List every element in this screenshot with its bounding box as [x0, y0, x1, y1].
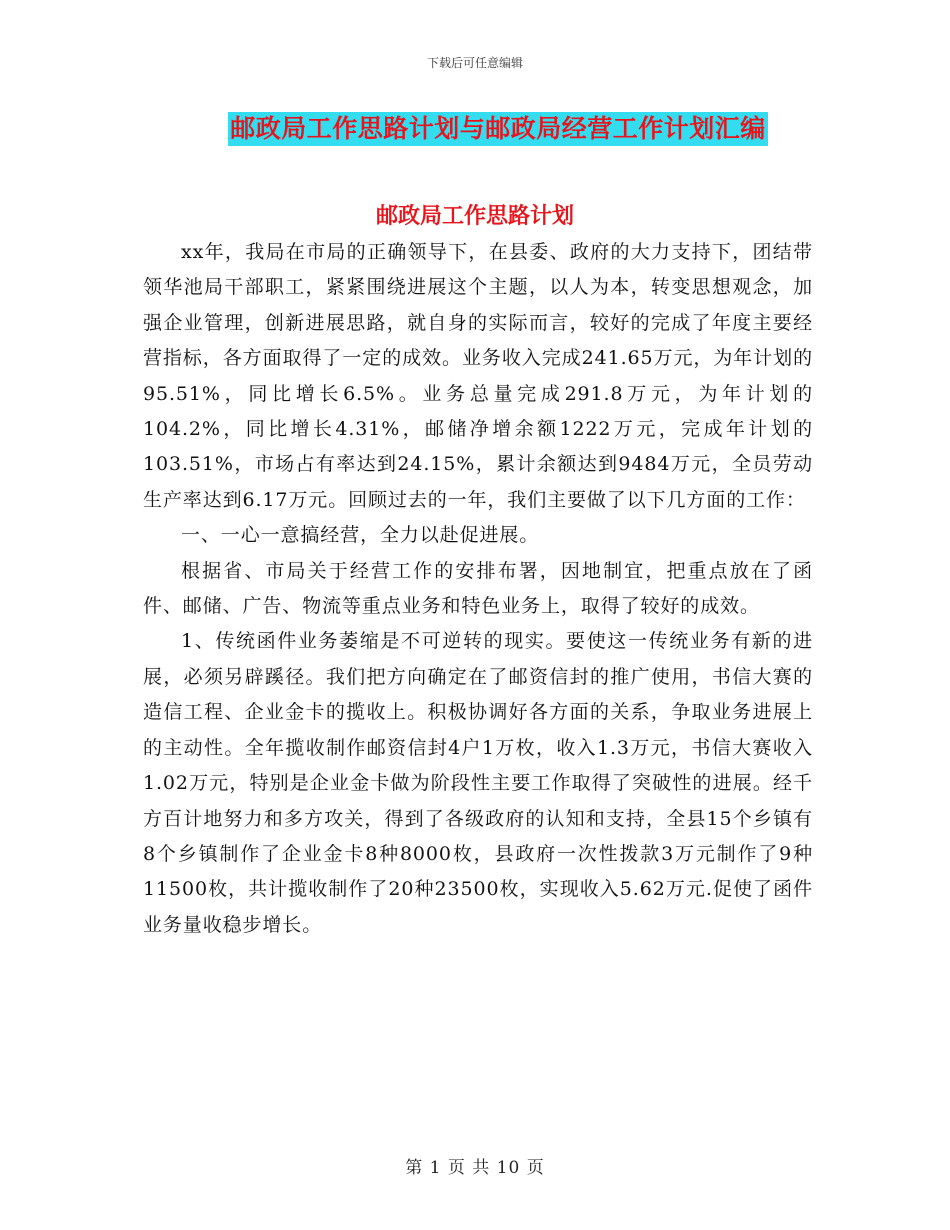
header-note: 下载后可任意编辑 [426, 56, 523, 70]
page-indicator: 第 1 页 共 10 页 [405, 1158, 545, 1178]
paragraph-intro: xx年，我局在市局的正确领导下，在县委、政府的大力支持下，团结带领华池局干部职工，紧紧围绕进展这个主题，以人为本，转变思想观念，加强企业管理，创新进展思路，就自身的实际而言，较好的完成了年度主要经营指标，各方面取得了一定的成效。业务收入完成241.65万元，为年计划的95.51%，同比增长6.5%。业务总量完成291.8万元，为年计划的104.2%，同比增长4.31%，邮储净增余额1222万元，完成年计划的103.51%，市场占有率达到24.15%，累计余额达到9484万元，全员劳动生产率达到6.17万元。回顾过去的一年，我们主要做了以下几方面的工作： [143, 241, 813, 511]
document-body [143, 235, 813, 943]
paragraph-overview: 根据省、市局关于经营工作的安排布署，因地制宜，把重点放在了函件、邮储、广告、物流等重点业务和特色业务上，取得了较好的成效。 [143, 559, 813, 618]
main-title-container [0, 112, 950, 146]
document-title: 邮政局工作思路计划与邮政局经营工作计划汇编 [228, 112, 768, 146]
paragraph-item-1: 1、传统函件业务萎缩是不可逆转的现实。要使这一传统业务有新的进展，必须另辟蹊径。我们把方向确定在了邮资信封的推广使用，书信大赛的造信工程、企业金卡的揽收上。积极协调好各方面的关系，争取业务进展上的主动性。全年揽收制作邮资信封4户1万枚，收入1.3万元，书信大赛收入1.02万元，特别是企业金卡做为阶段性主要工作取得了突破性的进展。经千方百计地努力和多方攻关，得到了各级政府的认知和支持，全县15个乡镇有8个乡镇制作了企业金卡8种8000枚，县政府一次性拨款3万元制作了9种11500枚，共计揽收制作了20种23500枚，实现收入5.62万元.促使了函件业务量收稳步增长。 [143, 630, 813, 936]
paragraph-heading-1: 一、一心一意搞经营，全力以赴促进展。 [181, 524, 540, 547]
section-title: 邮政局工作思路计划 [375, 203, 574, 229]
